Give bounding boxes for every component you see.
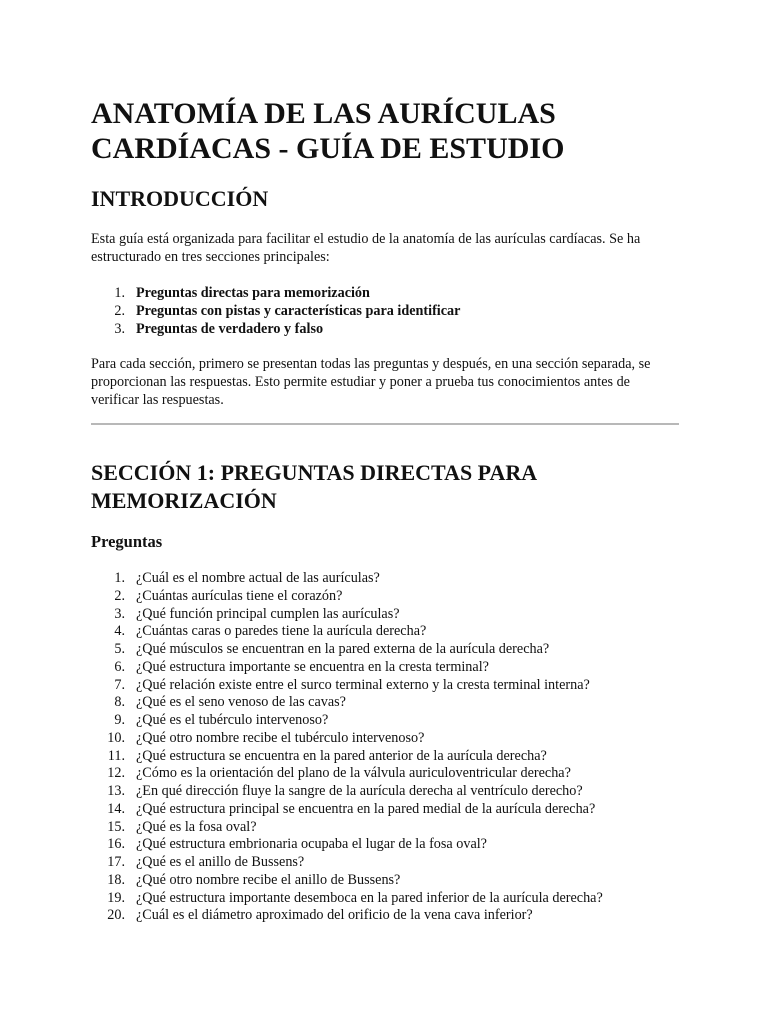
question-item xyxy=(91,694,679,712)
question-number: 6. xyxy=(114,658,125,675)
sections-list xyxy=(91,284,679,338)
document-title-line: ANATOMÍA DE LAS AURÍCULAS xyxy=(91,97,556,130)
list-number: 1. xyxy=(114,285,125,301)
question-text: ¿Qué estructura principal se encuentra en la pared medial de la aurícula derecha? xyxy=(136,800,596,817)
section-1 xyxy=(91,459,679,925)
question-number: 11. xyxy=(107,747,125,764)
section-title-line: MEMORIZACIÓN xyxy=(91,488,277,513)
question-text: ¿Qué estructura importante se encuentra en la cresta terminal? xyxy=(136,658,489,675)
section-title-line: SECCIÓN 1: PREGUNTAS DIRECTAS PARA xyxy=(91,460,538,485)
question-text: ¿Qué función principal cumplen las aurículas? xyxy=(136,605,400,622)
question-number: 15. xyxy=(107,818,125,835)
intro-paragraph: Esta guía está organizada para facilitar el estudio de la anatomía de las aurículas cardíacas. Se ha estructurado en tres secciones principales: xyxy=(91,231,641,265)
section-title xyxy=(91,459,679,515)
question-item xyxy=(91,907,679,925)
intro-block xyxy=(91,96,679,409)
list-item xyxy=(91,302,679,320)
question-number: 12. xyxy=(107,765,125,782)
question-number: 1. xyxy=(114,570,125,586)
question-item xyxy=(91,730,679,748)
question-text: ¿Qué estructura importante desemboca en la pared inferior de la aurícula derecha? xyxy=(136,889,603,906)
question-text: ¿Qué estructura se encuentra en la pared anterior de la aurícula derecha? xyxy=(136,747,547,764)
question-text: ¿Cuál es el diámetro aproximado del orificio de la vena cava inferior? xyxy=(136,907,533,924)
question-text: ¿Cómo es la orientación del plano de la válvula auriculoventricular derecha? xyxy=(136,765,571,782)
question-item xyxy=(91,872,679,890)
list-number: 2. xyxy=(114,303,125,319)
question-number: 7. xyxy=(114,676,125,693)
question-number: 4. xyxy=(114,623,125,640)
question-number: 10. xyxy=(107,729,125,746)
question-number: 16. xyxy=(107,836,125,853)
intro-heading: INTRODUCCIÓN xyxy=(91,186,269,211)
question-item xyxy=(91,836,679,854)
question-item xyxy=(91,854,679,872)
question-item xyxy=(91,659,679,677)
question-text: ¿Qué músculos se encuentran en la pared externa de la aurícula derecha? xyxy=(136,641,550,657)
question-item xyxy=(91,783,679,801)
question-text: ¿En qué dirección fluye la sangre de la aurícula derecha al ventrículo derecho? xyxy=(136,783,583,799)
question-text: ¿Qué es el anillo de Bussens? xyxy=(136,854,305,870)
question-item xyxy=(91,588,679,606)
list-text: Preguntas con pistas y características para identificar xyxy=(136,303,461,319)
document-title xyxy=(91,96,679,166)
list-item xyxy=(91,284,679,302)
question-text: ¿Qué otro nombre recibe el tubérculo intervenoso? xyxy=(136,729,425,746)
question-number: 19. xyxy=(107,889,125,906)
question-number: 8. xyxy=(114,694,125,711)
question-text: ¿Qué relación existe entre el surco terminal externo y la cresta terminal interna? xyxy=(136,676,590,693)
question-item xyxy=(91,677,679,695)
question-item xyxy=(91,606,679,624)
question-text: ¿Cuál es el nombre actual de las aurículas? xyxy=(136,570,380,586)
question-text: ¿Qué es el tubérculo intervenoso? xyxy=(136,712,329,728)
question-number: 20. xyxy=(107,907,125,924)
list-text: Preguntas directas para memorización xyxy=(136,285,370,301)
question-number: 5. xyxy=(114,641,125,657)
question-text: ¿Cuántas caras o paredes tiene la aurícula derecha? xyxy=(136,623,427,640)
question-item xyxy=(91,570,679,588)
question-number: 2. xyxy=(114,587,125,604)
question-item xyxy=(91,641,679,659)
question-text: ¿Cuántas aurículas tiene el corazón? xyxy=(136,587,343,604)
question-number: 18. xyxy=(107,871,125,888)
question-item xyxy=(91,801,679,819)
question-number: 9. xyxy=(114,712,125,728)
question-text: ¿Qué otro nombre recibe el anillo de Bussens? xyxy=(136,871,401,888)
section-divider xyxy=(91,423,679,425)
question-number: 14. xyxy=(107,800,125,817)
questions-heading: Preguntas xyxy=(91,532,163,551)
document-title-line: CARDÍACAS - GUÍA DE ESTUDIO xyxy=(91,132,565,165)
question-item xyxy=(91,623,679,641)
question-number: 3. xyxy=(114,605,125,622)
question-item xyxy=(91,890,679,908)
question-text: ¿Qué estructura embrionaria ocupaba el lugar de la fosa oval? xyxy=(136,836,487,853)
question-number: 13. xyxy=(107,783,125,799)
list-number: 3. xyxy=(114,321,125,337)
list-text: Preguntas de verdadero y falso xyxy=(136,321,324,337)
question-number: 17. xyxy=(107,854,125,870)
intro-paragraph-2: Para cada sección, primero se presentan todas las preguntas y después, en una sección separada, se proporcionan las respuestas. Esto permite estudiar y poner a prueba tus conocimientos antes de verificar las respuestas. xyxy=(91,356,651,408)
list-item xyxy=(91,320,679,338)
question-item xyxy=(91,748,679,766)
question-item xyxy=(91,712,679,730)
question-text: ¿Qué es la fosa oval? xyxy=(136,818,257,835)
question-item xyxy=(91,765,679,783)
questions-list xyxy=(91,570,679,925)
question-item xyxy=(91,819,679,837)
question-text: ¿Qué es el seno venoso de las cavas? xyxy=(136,694,346,711)
